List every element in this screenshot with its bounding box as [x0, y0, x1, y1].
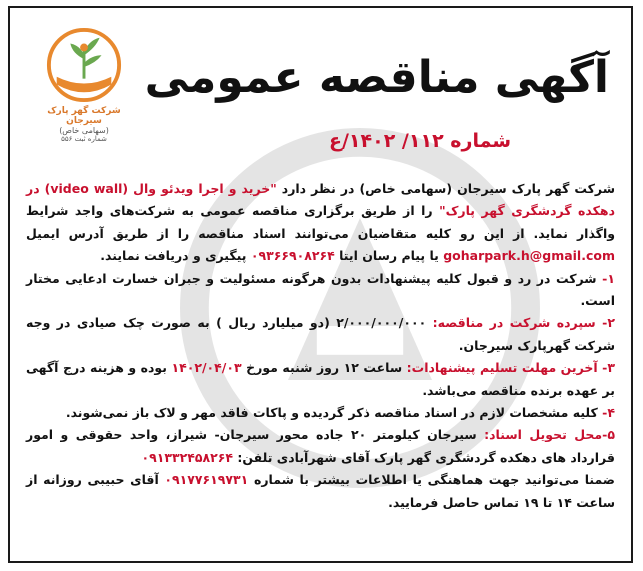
item-5-text: سیرجان کیلومتر ۲۰ جاده محور سیرجان- شیراز، واحد حقوقی و امور قرارداد های دهکده گردشگری گهر پارک آقای شهرآبادی تلفن: — [26, 427, 615, 465]
intro-part2: را از طریق برگزاری مناقصه عمومی به شرکت‌های واجد شرایط واگذار نماید. از این رو کلیه متقاضیان می‌توانند اسناد مناقصه را از طریق آدرس ایمیل — [26, 203, 615, 241]
list-item — [26, 402, 615, 424]
item-4-label: ۴- — [597, 405, 615, 421]
item-3-label: ۳- آخرین مهلت تسلیم پیشنهادات: — [402, 360, 616, 376]
item-4-text: کلیه مشخصات لازم در اسناد مناقصه ذکر گردیده و پاکات فاقد مهر و لاک باز نمی‌شوند. — [65, 405, 598, 421]
list-item — [26, 357, 615, 402]
notice-number: شماره ۱۱۲/ ۱۴۰۲/ع — [329, 130, 511, 152]
intro-part4: پیگیری و دریافت نمایند. — [100, 248, 251, 264]
company-logo — [28, 26, 140, 143]
item-3-text2: بوده و هزینه درج آگهی بر عهده برنده مناقصه می‌باشد. — [26, 360, 615, 398]
gohar-park-logo-icon — [45, 26, 123, 104]
footer-paragraph — [26, 469, 615, 514]
item-1-text: شرکت در رد و قبول کلیه پیشنهادات بدون هرگونه مسئولیت و جبران خسارت ادعایی مختار است. — [26, 270, 615, 309]
footer-part1: ضمنا می‌توانید جهت هماهنگی یا اطلاعات بیشتر با شماره — [248, 472, 615, 488]
footer-part2: آقای حبیبی روزانه از ساعت ۱۴ تا ۱۹ تماس حاصل فرمایید. — [26, 472, 615, 510]
logo-company-type: (سهامی خاص) — [59, 126, 109, 135]
logo-company-name: شرکت گهر پارک سیرجان — [47, 106, 121, 126]
list-item — [26, 424, 615, 469]
item-3-text: ساعت ۱۲ روز شنبه مورخ — [241, 360, 403, 376]
item-1-label: ۱- — [596, 270, 615, 286]
contact-email: goharpark.h@gmail.com — [443, 248, 615, 264]
notice-frame — [8, 6, 633, 563]
intro-part1: شرکت گهر پارک سیرجان (سهامی خاص) در نظر دارد — [276, 181, 615, 196]
notice-body — [26, 178, 615, 514]
project-title: "خرید و اجرا ویدئو وال (video wall) در دهکده گردشگری گهر پارک" — [26, 181, 615, 219]
list-item — [26, 312, 615, 357]
intro-part3: یا پیام رسان ایتا — [334, 248, 444, 264]
delivery-phone: ۰۹۱۳۳۲۴۵۸۲۶۴ — [141, 449, 234, 465]
list-item — [26, 268, 615, 313]
item-2-text: ۲/۰۰۰/۰۰۰/۰۰۰ (دو میلیارد ریال ) به صورت چک صیادی در وجه شرکت گهرپارک سیرجان. — [26, 315, 615, 353]
item-2-label: ۲- سپرده شرکت در مناقصه: — [426, 315, 615, 331]
intro-paragraph — [26, 178, 615, 268]
deadline-date: ۱۴۰۲/۰۴/۰۳ — [171, 360, 242, 376]
notice-title: آگهی مناقصه عمومی — [144, 52, 609, 103]
logo-registration: شماره ثبت ۵۵۶ — [61, 135, 107, 143]
eitaa-phone: ۰۹۳۶۶۹۰۸۲۶۴ — [250, 248, 335, 264]
item-5-label: ۵-محل تحویل اسناد: — [476, 427, 615, 443]
coordination-phone: ۰۹۱۷۷۶۱۹۷۳۱ — [164, 472, 249, 488]
